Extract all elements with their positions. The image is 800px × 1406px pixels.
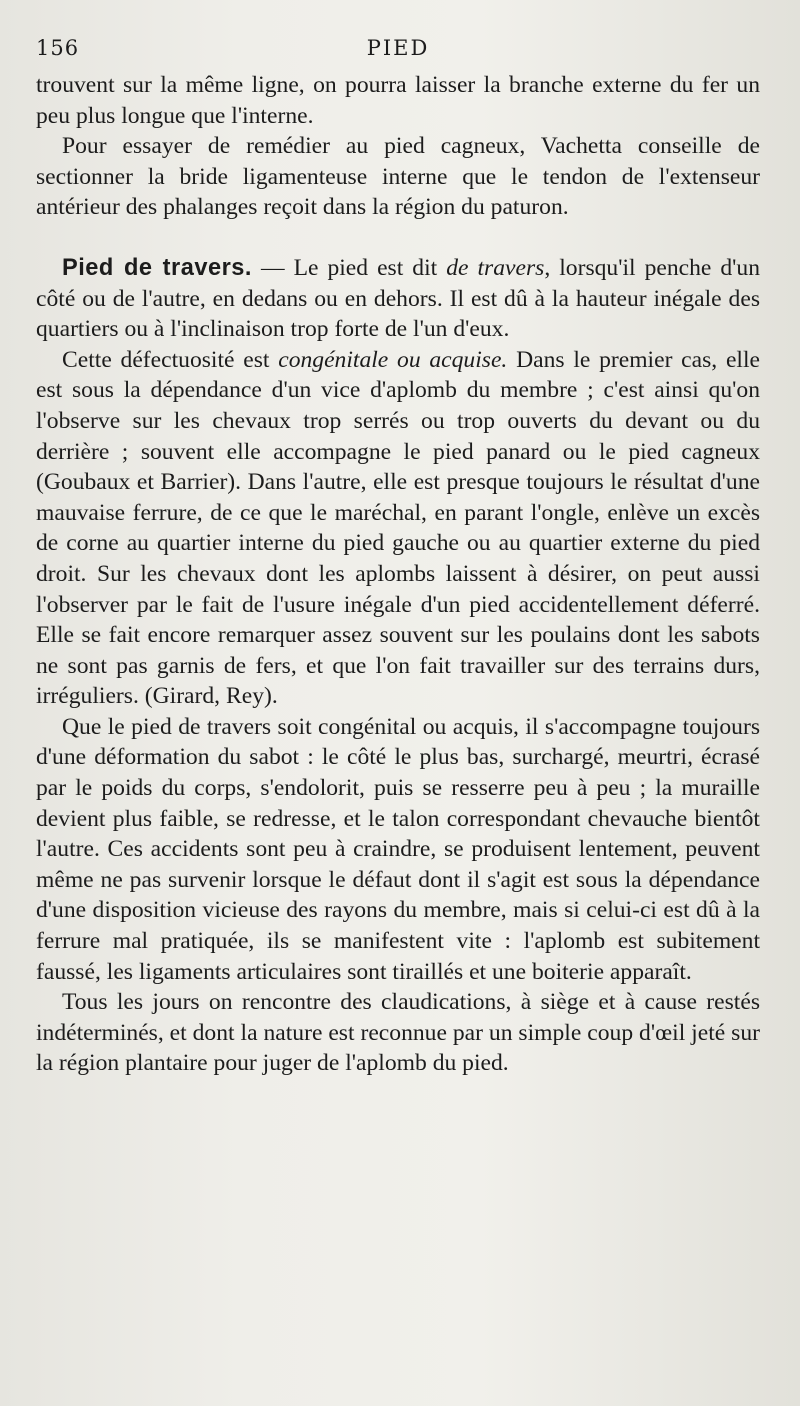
text-run: , lorsqu'il penche d'un côté ou de l'autre, en dedans ou en dehors. Il est dû à la hauteur inégale des quartiers ou à l'inclinaison trop forte de l'un d'eux. — [36, 254, 761, 343]
section-heading: Pied de travers. — [62, 254, 252, 281]
paragraph-claudications: Tous les jours on rencontre des claudications, à siège et à cause restés indéterminés, et dont la nature est reconnue par un simple coup d'œil jeté sur la région plantaire pour juger de l'aplomb du pied. — [36, 989, 760, 1077]
paragraph-continued: trouvent sur la même ligne, on pourra laisser la branche externe du fer un peu plus longue que l'interne. — [36, 72, 760, 129]
page-header — [36, 30, 760, 66]
italic-term: de travers — [446, 254, 545, 281]
text-run: Cette défectuosité est — [62, 346, 279, 373]
paragraph-deformation: Que le pied de travers soit congénital ou acquis, il s'accompagne toujours d'une déformation du sabot : le côté le plus bas, surchargé, meurtri, écrasé par le poids du corps, s'endolorit, puis se resserre peu à peu ; la muraille devient plus faible, se redresse, et le talon correspondant chevauche bientôt l'autre. Ces accidents sont peu à craindre, se produisent lentement, peuvent même ne pas survenir lorsque le défaut dont il s'agit est sous la dépendance d'une disposition vicieuse des rayons du membre, mais si celui-ci est dû à la ferrure mal pratiquée, ils se manifestent vite : l'aplomb est subitement faussé, les ligaments articulaires sont tiraillés et une boiterie apparaît. — [36, 713, 760, 985]
running-title: PIED — [366, 36, 430, 60]
text-run: Le pied est dit — [293, 254, 447, 281]
paragraph-vachetta: Pour essayer de remédier au pied cagneux, Vachetta conseille de sectionner la bride ligamenteuse interne que le tendon de l'extenseur antérieur des phalanges reçoit dans la région du paturon. — [36, 133, 760, 221]
page-body — [36, 70, 760, 1079]
italic-term: congénitale ou acquise. — [278, 346, 508, 373]
section-gap — [36, 223, 760, 253]
paragraph-pied-de-travers — [36, 253, 760, 345]
text-run: Dans le premier cas, elle est sous la dépendance d'un vice d'aplomb du membre ; c'est ainsi qu'on l'observe sur les chevaux trop serrés ou trop ouverts du devant ou du derrière ; souvent elle accompagne le pied panard ou le pied cagneux (Goubaux et Barrier). Dans l'autre, elle est presque toujours le résultat d'une mauvaise ferrure, de ce que le maréchal, en parant l'ongle, enlève un excès de corne au quartier interne du pied gauche ou au quartier externe du pied droit. Sur les chevaux dont les aplombs laissent à désirer, on peut aussi l'observer par le fait de l'usure inégale d'un pied accidentellement déferré. Elle se fait encore remarquer assez souvent sur les poulains dont les sabots ne sont pas garnis de fers, et que l'on fait travailler sur des terrains durs, irréguliers. (Girard, Rey). — [36, 346, 761, 710]
paragraph-defectuosite — [36, 345, 760, 712]
heading-dash: — — [251, 254, 294, 281]
page-number: 156 — [36, 36, 80, 60]
